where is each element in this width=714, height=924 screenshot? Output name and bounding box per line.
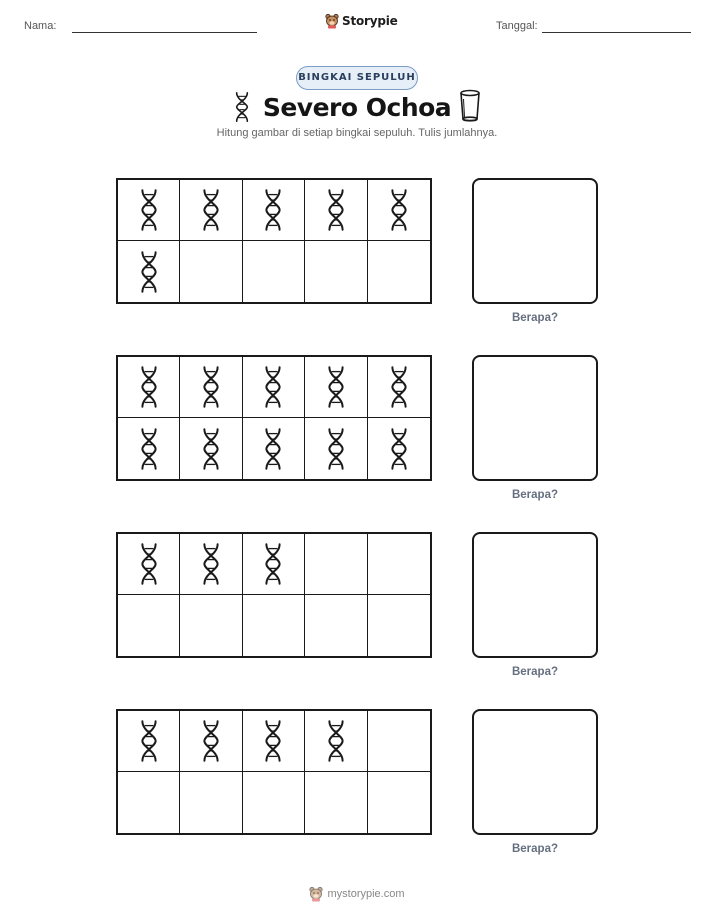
answer-box-4[interactable] bbox=[472, 709, 598, 835]
frame-cell bbox=[118, 241, 180, 302]
frame-cell bbox=[118, 772, 180, 833]
frame-cell bbox=[243, 595, 305, 656]
dna-icon bbox=[138, 188, 160, 232]
dna-icon bbox=[388, 365, 410, 409]
frame-cell bbox=[243, 180, 305, 241]
bear-icon bbox=[325, 13, 339, 29]
frame-cell bbox=[180, 711, 242, 772]
dna-icon bbox=[138, 719, 160, 763]
dna-icon bbox=[262, 188, 284, 232]
frame-cell bbox=[368, 534, 430, 595]
frame-cell bbox=[368, 180, 430, 241]
answer-box-2[interactable] bbox=[472, 355, 598, 481]
frame-cell bbox=[243, 357, 305, 418]
dna-icon bbox=[325, 188, 347, 232]
frame-cell bbox=[305, 534, 367, 595]
date-line[interactable] bbox=[542, 32, 691, 33]
frame-cell bbox=[243, 241, 305, 302]
frame-cell bbox=[243, 772, 305, 833]
footer-url: mystorypie.com bbox=[327, 888, 405, 900]
dna-icon bbox=[325, 365, 347, 409]
brand-logo bbox=[325, 13, 398, 29]
answer-label-1: Berapa? bbox=[511, 312, 559, 324]
dna-icon bbox=[138, 427, 160, 471]
dna-icon bbox=[200, 719, 222, 763]
frame-cell bbox=[180, 357, 242, 418]
frame-cell bbox=[368, 772, 430, 833]
frame-cell bbox=[305, 418, 367, 479]
frame-cell bbox=[305, 711, 367, 772]
dna-icon bbox=[262, 542, 284, 586]
worksheet-badge: BINGKAI SEPULUH bbox=[296, 66, 418, 90]
frame-cell bbox=[368, 357, 430, 418]
frame-cell bbox=[305, 595, 367, 656]
name-line[interactable] bbox=[72, 32, 257, 33]
frame-cell bbox=[180, 534, 242, 595]
frame-cell bbox=[368, 241, 430, 302]
frame-cell bbox=[305, 180, 367, 241]
dna-icon bbox=[262, 427, 284, 471]
ten-frame-2 bbox=[116, 355, 432, 481]
frame-cell bbox=[305, 772, 367, 833]
dna-icon bbox=[388, 188, 410, 232]
dna-icon bbox=[262, 719, 284, 763]
answer-box-3[interactable] bbox=[472, 532, 598, 658]
frame-cell bbox=[368, 595, 430, 656]
frame-cell bbox=[118, 534, 180, 595]
ten-frame-3 bbox=[116, 532, 432, 658]
date-label: Tanggal: bbox=[496, 20, 538, 32]
dna-icon bbox=[200, 427, 222, 471]
ten-frame-1 bbox=[116, 178, 432, 304]
dna-icon bbox=[138, 542, 160, 586]
frame-cell bbox=[118, 711, 180, 772]
dna-icon bbox=[200, 542, 222, 586]
dna-icon bbox=[262, 365, 284, 409]
page-title: Severo Ochoa bbox=[262, 93, 452, 122]
glass-icon bbox=[458, 89, 482, 123]
frame-cell bbox=[243, 418, 305, 479]
dna-icon bbox=[200, 365, 222, 409]
bear-icon bbox=[309, 886, 323, 902]
frame-cell bbox=[368, 418, 430, 479]
frame-cell bbox=[180, 180, 242, 241]
frame-cell bbox=[180, 595, 242, 656]
frame-cell bbox=[180, 772, 242, 833]
name-label: Nama: bbox=[24, 20, 57, 32]
frame-cell bbox=[180, 241, 242, 302]
answer-label-4: Berapa? bbox=[511, 843, 559, 855]
footer bbox=[0, 886, 714, 902]
ten-frame-4 bbox=[116, 709, 432, 835]
answer-label-3: Berapa? bbox=[511, 666, 559, 678]
frame-cell bbox=[305, 241, 367, 302]
dna-icon bbox=[200, 188, 222, 232]
answer-label-2: Berapa? bbox=[511, 489, 559, 501]
dna-icon bbox=[325, 427, 347, 471]
answer-box-1[interactable] bbox=[472, 178, 598, 304]
frame-cell bbox=[180, 418, 242, 479]
frame-cell bbox=[118, 180, 180, 241]
dna-icon bbox=[138, 365, 160, 409]
frame-cell bbox=[305, 357, 367, 418]
frame-cell bbox=[118, 595, 180, 656]
dna-icon bbox=[388, 427, 410, 471]
frame-cell bbox=[118, 357, 180, 418]
frame-cell bbox=[368, 711, 430, 772]
instructions: Hitung gambar di setiap bingkai sepuluh. Tulis jumlahnya. bbox=[216, 127, 498, 139]
dna-icon bbox=[325, 719, 347, 763]
brand-name: Storypie bbox=[342, 14, 398, 28]
frame-cell bbox=[118, 418, 180, 479]
dna-icon bbox=[138, 250, 160, 294]
frame-cell bbox=[243, 534, 305, 595]
frame-cell bbox=[243, 711, 305, 772]
